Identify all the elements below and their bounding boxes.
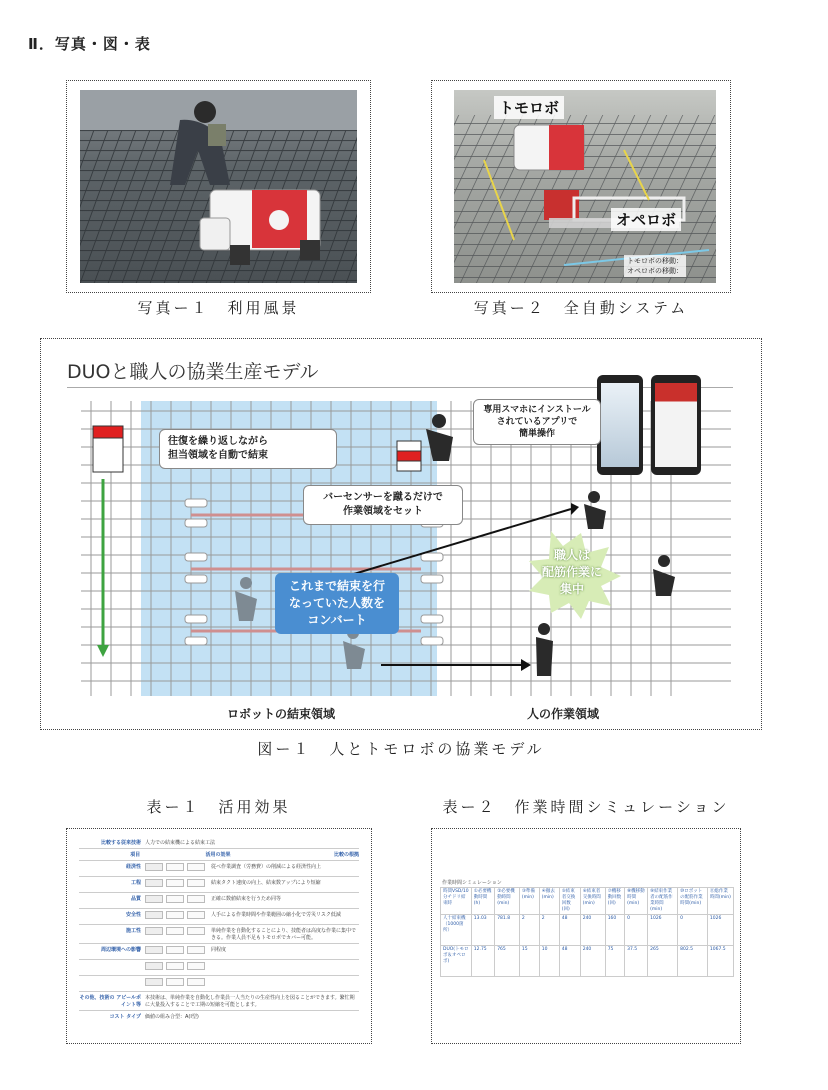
smartphone-right: [651, 375, 701, 475]
table2-cell: 1026: [707, 915, 733, 946]
robot-icon-left: [93, 426, 123, 472]
option-box[interactable]: [166, 879, 184, 887]
bubble-sensor-line1: バーセンサーを蹴るだけで: [323, 492, 443, 503]
figure1-caption: 図ー１ 人とトモロボの協業モデル: [257, 740, 545, 758]
table-row: [441, 946, 734, 977]
option-box[interactable]: [187, 927, 205, 935]
bubble-repeat: [159, 429, 337, 469]
section-title: Ⅱ．写真・図・表: [28, 35, 151, 53]
table2-cell: 人十結束機（1000箇所）: [441, 915, 472, 946]
tomorobo-unit: [514, 125, 584, 170]
option-box[interactable]: [166, 895, 184, 903]
table1-row: [79, 960, 359, 976]
option-box[interactable]: [166, 927, 184, 935]
option-box[interactable]: [145, 927, 163, 935]
burst-line2: 配筋作業に: [541, 565, 602, 579]
table2-cell: 12.75: [471, 946, 494, 977]
option-box[interactable]: [187, 978, 205, 986]
table2-cell: 2: [519, 915, 539, 946]
table1-row: [79, 877, 359, 893]
table2-title: 作業時間シミュレーション: [442, 880, 502, 886]
tomorobo-label: トモロボ: [494, 96, 564, 119]
figure1-title: DUOと職人の協業生産モデル: [67, 361, 319, 383]
other-label: その他、技術の アピールポイント等: [79, 995, 141, 1008]
table1-header-row: [79, 837, 359, 849]
table2-cell: 0: [678, 915, 708, 946]
table1-row-item: 工程: [130, 880, 141, 886]
table2-header-cell: ②必要機動時間(min): [495, 888, 520, 915]
table2-cell: 765: [495, 946, 520, 977]
table2-header-cell: ⑥結束者交換時間(min): [580, 888, 605, 915]
table2-cell: DUO(トモロボ＆オペロボ): [441, 946, 472, 977]
option-box[interactable]: [166, 978, 184, 986]
option-box[interactable]: [145, 978, 163, 986]
table1-row-item: 周辺環境への影響: [100, 947, 141, 953]
photo1-frame: [66, 80, 371, 293]
table2-cell: 48: [559, 915, 580, 946]
table1-row: [79, 944, 359, 960]
table2: [440, 887, 734, 977]
col-item: 項目: [130, 852, 141, 858]
option-box[interactable]: [187, 911, 205, 919]
table2-header-cell: ⑨結束作業者の配筋作業時間(min): [648, 888, 678, 915]
bubble-app-line3: 簡単操作: [518, 429, 555, 439]
table2-header-cell: ①必要機動時間(h): [471, 888, 494, 915]
option-box[interactable]: [166, 962, 184, 970]
option-box[interactable]: [145, 962, 163, 970]
bubble-repeat-line2: 担当領域を自動で結束: [168, 450, 268, 461]
table2-cell: 2: [539, 915, 559, 946]
convert-line3: コンバート: [307, 613, 367, 627]
table1-row-text: [211, 978, 359, 989]
table1-row-text: 従べ作業調査（労務費）の削減による経済性向上: [211, 864, 322, 870]
table1-row: [79, 893, 359, 909]
bubble-app-line1: 専用スマホにインストール: [483, 405, 591, 415]
cost-text: 価値の組み合型：A(Ⅰ型): [145, 1014, 199, 1020]
table1-inner: [79, 837, 359, 1022]
option-box[interactable]: [166, 946, 184, 954]
table2-cell: 265: [648, 946, 678, 977]
table2-cell: 240: [580, 946, 605, 977]
photo1-image: [80, 90, 357, 283]
table2-cell: 48: [559, 946, 580, 977]
table2-cell: 1067.5: [707, 946, 733, 977]
robot-icon-center: [397, 441, 421, 471]
table1-row-item: 施工性: [125, 928, 141, 934]
table1-row: [79, 909, 359, 925]
burst-line1: 職人は: [553, 548, 590, 562]
table1-row-radio[interactable]: [145, 978, 211, 989]
table2-caption: 表ー２ 作業時間シミュレーション: [442, 798, 730, 816]
table1-row-item: 品質: [130, 896, 141, 902]
table2-header-cell: ⑩ロボットの配筋作業時間(min): [678, 888, 708, 915]
table2-cell: 0: [625, 915, 648, 946]
figure1-frame: [40, 338, 762, 730]
table2-cell: 75: [605, 946, 624, 977]
table1-row-item: 安全性: [125, 912, 141, 918]
table1-row-radio[interactable]: [145, 927, 211, 941]
bubble-app: [473, 399, 601, 445]
robot-area-label: ロボットの結束領域: [227, 707, 336, 721]
table1-header-value: 人力での結束機による結束工法: [145, 840, 216, 846]
table2-cell: 10: [539, 946, 559, 977]
option-box[interactable]: [187, 962, 205, 970]
table2-cell: 1026: [648, 915, 678, 946]
table1-cost-row: [79, 1011, 359, 1022]
path-legend: [624, 255, 686, 277]
table2-frame: [431, 828, 741, 1044]
photo2-caption: 写真ー２ 全自動システム: [473, 299, 689, 317]
table1-row-radio[interactable]: [145, 863, 211, 874]
table2-header-cell: ⑪総作業時間(min): [707, 888, 733, 915]
photo2-frame: [431, 80, 731, 293]
col-effect: 活用の効果: [205, 852, 231, 858]
table1-rows: [79, 861, 359, 992]
table2-header-cell: 時間VSD/10分チドリ結束時: [441, 888, 472, 915]
bubble-sensor-line2: 作業領域をセット: [343, 506, 423, 517]
option-box[interactable]: [187, 863, 205, 871]
option-box[interactable]: [187, 895, 205, 903]
option-box[interactable]: [145, 895, 163, 903]
convert-line1: これまで結束を行: [288, 579, 385, 593]
table2-header-row: [441, 888, 734, 915]
table1-row-text: 結束タクト速度の向上、結束数アップにより短縮: [211, 880, 321, 886]
table1-row: [79, 861, 359, 877]
table2-header-cell: ③準備(min): [519, 888, 539, 915]
table1-row-text: 人手による作業時間や作業範囲の縮小化で労災リスク低減: [211, 912, 341, 918]
option-box[interactable]: [145, 879, 163, 887]
table1-header-label: 比較する従来技術: [100, 840, 141, 846]
burst-text: [527, 547, 617, 598]
smartphone-left: [597, 375, 643, 475]
table1-row-text: [211, 962, 359, 973]
option-box[interactable]: [187, 946, 205, 954]
convert-line2: なっていた人数を: [288, 596, 385, 610]
legend-tomorobo: トモロボの移動：: [627, 257, 683, 265]
rebar-grid-illustration: [80, 90, 357, 283]
option-box[interactable]: [145, 946, 163, 954]
table2-cell: 240: [580, 915, 605, 946]
table1-row-radio[interactable]: [145, 962, 211, 973]
cost-label: コスト タイプ: [109, 1014, 141, 1020]
table2-cell: 37.5: [625, 946, 648, 977]
convert-box: [275, 573, 399, 634]
option-box[interactable]: [145, 863, 163, 871]
photo1-caption: 写真ー１ 利用風景: [137, 299, 300, 317]
table2-cell: 781.8: [495, 915, 520, 946]
table1-row-text: 同程度: [211, 947, 227, 953]
table2-header-cell: ⑧機移動時間(min): [625, 888, 648, 915]
table1-row-item: [79, 978, 145, 989]
other-text: 本技術は、単純作業を自動化し作業員一人当たりの生産性向上を図ることができます。繁忙期に大量投入することで工期の短縮を可能とします。: [145, 995, 355, 1008]
table1-row-text: 単純作業を自動化することにより、技能者は高度な作業に集中できる。作業人員不足もトモロボでカバー可能。: [211, 928, 357, 941]
table2-header-cell: ④撤去(min): [539, 888, 559, 915]
burst-line3: 集中: [559, 582, 584, 596]
bubble-repeat-line1: 往復を繰り返しながら: [168, 436, 268, 447]
table2-cell: 15: [519, 946, 539, 977]
table2-cell: 160: [605, 915, 624, 946]
option-box[interactable]: [145, 911, 163, 919]
table2-cell: 802.5: [678, 946, 708, 977]
photo2-image: [454, 90, 716, 283]
table1-row: [79, 976, 359, 992]
human-area-label: 人の作業領域: [527, 707, 600, 721]
option-box[interactable]: [187, 879, 205, 887]
table2-header-cell: ⑦機移動回数(回): [605, 888, 624, 915]
table1-frame: [66, 828, 372, 1044]
table1-row-radio[interactable]: [145, 911, 211, 922]
table1-row-item: 経済性: [125, 864, 141, 870]
table1-row: [79, 925, 359, 944]
col-basis: 比較の根拠: [333, 852, 359, 858]
table1-col-header: [79, 849, 359, 861]
table-row: [441, 915, 734, 946]
operobo-label: オペロボ: [611, 208, 681, 231]
option-box[interactable]: [166, 863, 184, 871]
table1-row-item: [79, 962, 145, 973]
table2-cell: 13.03: [471, 915, 494, 946]
table2-header-cell: ⑤結束者交換回数(回): [559, 888, 580, 915]
table1-row-text: 正確に数値結束を行うため同等: [211, 896, 282, 902]
table1-row-radio[interactable]: [145, 946, 211, 957]
table1-other-row: [79, 992, 359, 1011]
table1-row-radio[interactable]: [145, 895, 211, 906]
option-box[interactable]: [166, 911, 184, 919]
bubble-app-line2: されているアプリで: [496, 417, 578, 427]
bubble-sensor: [303, 485, 463, 525]
table1-row-radio[interactable]: [145, 879, 211, 890]
table2-body: [441, 915, 734, 977]
table1-caption: 表ー１ 活用効果: [146, 798, 291, 816]
legend-operobo: オペロボの移動：: [627, 267, 683, 275]
